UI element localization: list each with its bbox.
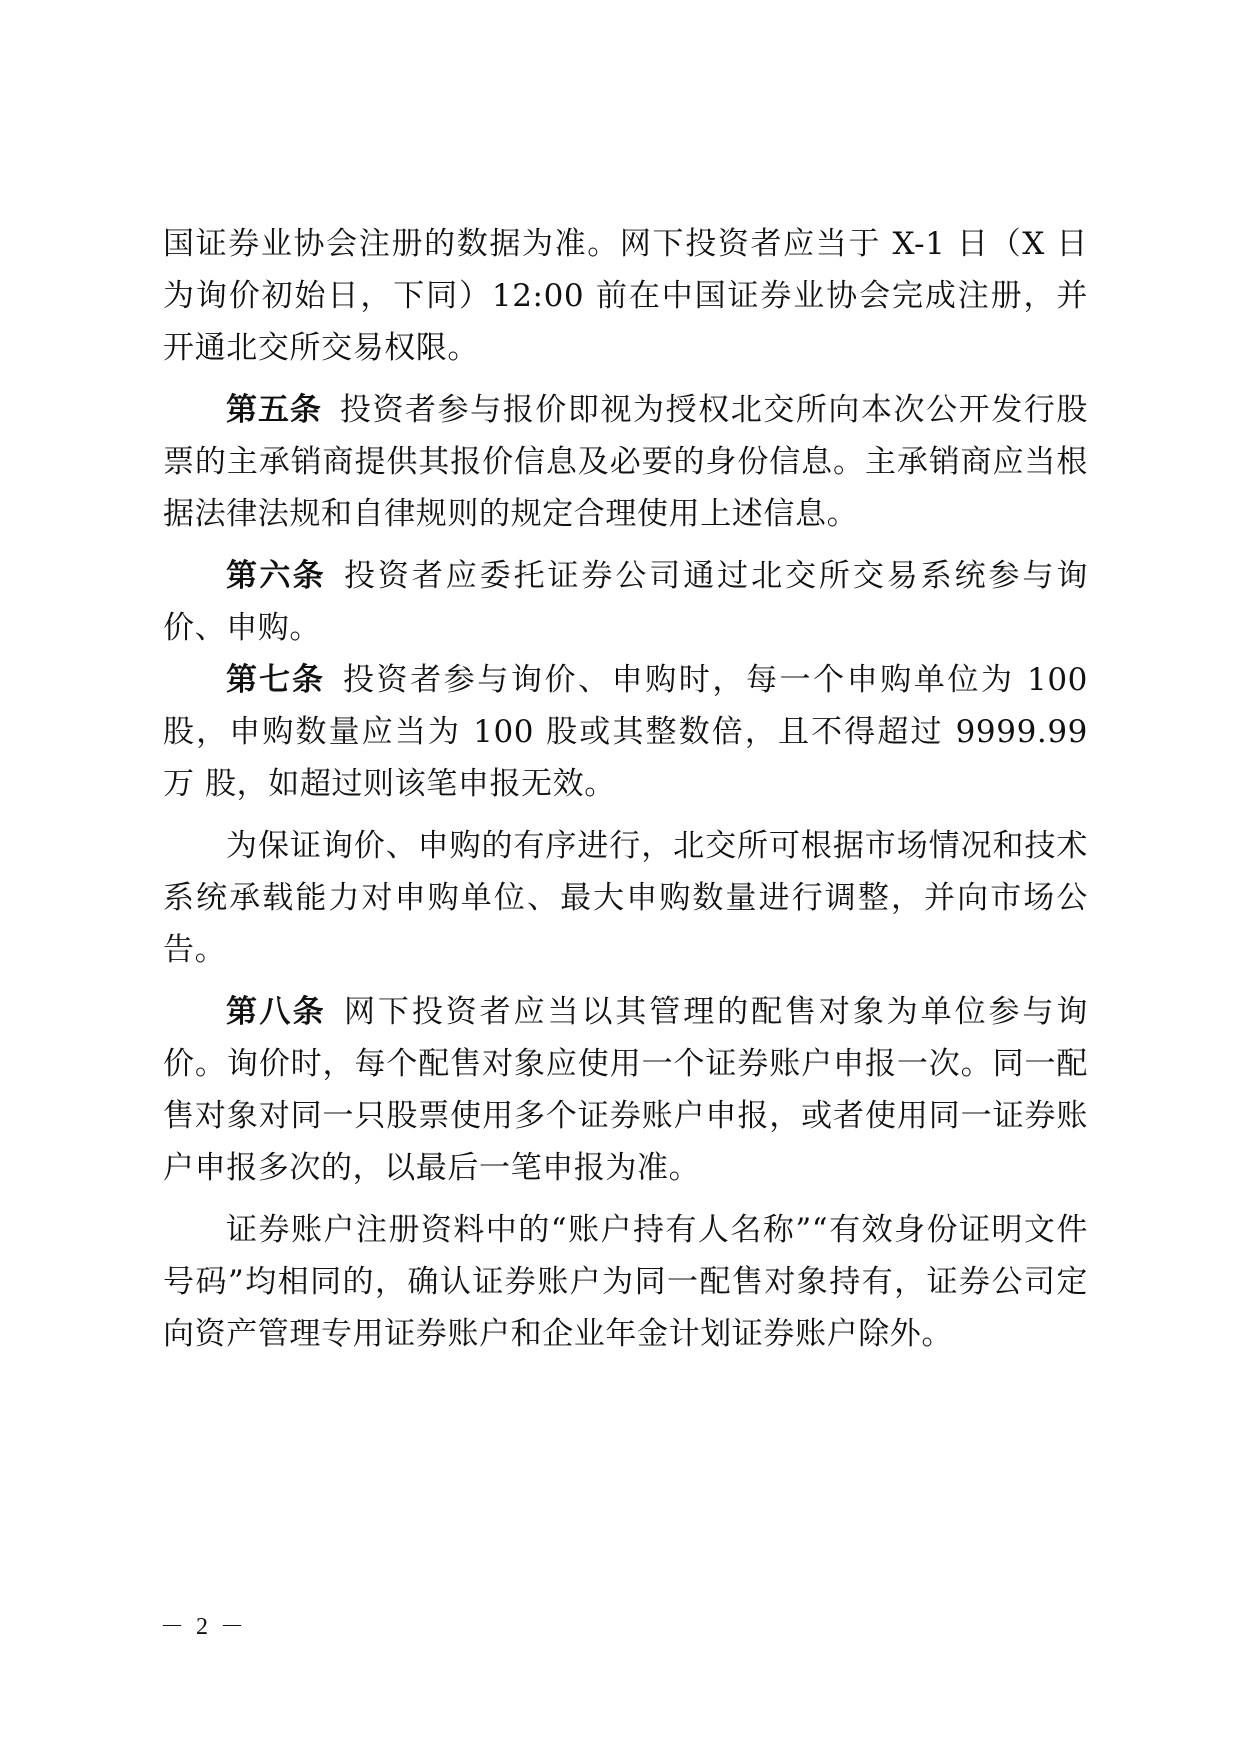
article-number: 第六条 xyxy=(226,558,326,594)
article-5 xyxy=(163,384,1088,540)
paragraph-text: 国证券业协会注册的数据为准。网下投资者应当于 X-1 日（X 日 为询价初始日，下同）12:00 前在中国证券业协会完成注册，并 开通北交所交易权限。 xyxy=(163,226,1088,366)
article-8 xyxy=(163,986,1088,1194)
paragraph-text: 投资者参与询价、申购时，每一个申购单位为 100 股，申购数量应当为 100 股或其整数倍，且不得超过 9999.99 万 股，如超过则该笔申报无效。 xyxy=(163,662,1089,802)
article-8-paragraph-2 xyxy=(163,1204,1088,1360)
paragraph-text: 投资者参与报价即视为授权北交所向本次公开发行股票的主承销商提供其报价信息及必要的身份信息。主承销商应当根据法律法规和自律规则的规定合理使用上述信息。 xyxy=(163,392,1088,532)
paragraph-text: 投资者应委托证券公司通过北交所交易系统参与询价、申购。 xyxy=(163,558,1089,646)
document-body xyxy=(163,218,1088,1370)
article-6 xyxy=(163,550,1088,654)
article-number: 第五条 xyxy=(226,392,322,428)
article-7 xyxy=(163,654,1088,810)
article-7-paragraph-2 xyxy=(163,820,1088,976)
page-number: － 2 － xyxy=(160,1614,247,1640)
article-number: 第八条 xyxy=(226,994,326,1030)
paragraph-continuation xyxy=(163,218,1088,374)
paragraph-text: 网下投资者应当以其管理的配售对象为单位参与询价。询价时，每个配售对象应使用一个证券账户申报一次。同一配售对象对同一只股票使用多个证券账户申报，或者使用同一证券账户申报多次的，以最后一笔申报为准。 xyxy=(163,994,1089,1186)
article-number: 第七条 xyxy=(226,662,325,698)
paragraph-text: 证券账户注册资料中的“账户持有人名称”“有效身份证明文件号码”均相同的，确认证券账户为同一配售对象持有，证券公司定向资产管理专用证券账户和企业年金计划证券账户除外。 xyxy=(163,1212,1088,1352)
paragraph-text: 为保证询价、申购的有序进行，北交所可根据市场情况和技术系统承载能力对申购单位、最大申购数量进行调整，并向市场公告。 xyxy=(163,828,1088,968)
